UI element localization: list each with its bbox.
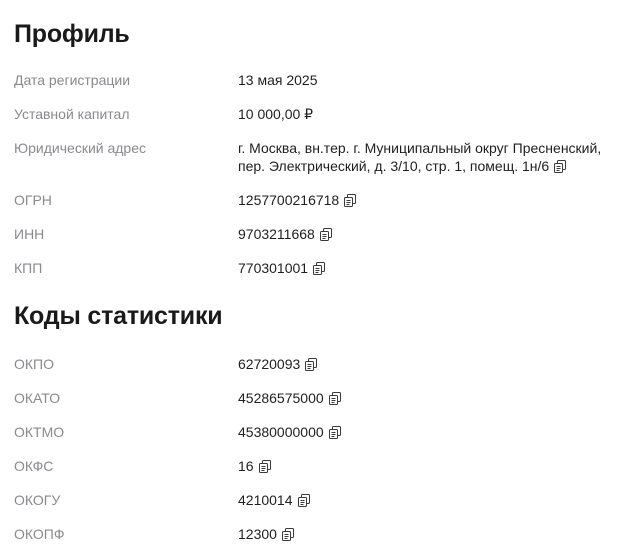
profile-section-title: Профиль — [14, 20, 130, 48]
ogrn-number: 1257700216718 — [238, 192, 340, 208]
copy-okato-button[interactable] — [329, 392, 341, 405]
copy-icon — [298, 494, 310, 507]
copy-icon — [259, 460, 271, 473]
okpo-row — [14, 355, 636, 389]
ogrn-label: ОГРН — [14, 192, 52, 208]
copy-okogu-button[interactable] — [298, 494, 310, 507]
okfs-number: 16 — [238, 458, 254, 474]
inn-label: ИНН — [14, 226, 45, 242]
okato-number: 45286575000 — [238, 390, 324, 406]
copy-ogrn-button[interactable] — [344, 194, 356, 207]
registration-date-label: Дата регистрации — [14, 72, 131, 88]
kpp-number: 770301001 — [238, 260, 309, 276]
copy-icon — [282, 528, 294, 541]
copy-icon — [313, 262, 325, 275]
capital-label: Уставной капитал — [14, 106, 130, 122]
inn-number: 9703211668 — [238, 226, 315, 242]
copy-icon — [554, 160, 566, 173]
oktmo-label: ОКТМО — [14, 424, 65, 440]
okpo-value — [238, 355, 636, 373]
address-value — [238, 139, 636, 175]
okfs-row — [14, 457, 636, 491]
stats-list — [14, 355, 636, 549]
okfs-label: ОКФС — [14, 458, 54, 474]
okato-row — [14, 389, 636, 423]
registration-date-value: 13 мая 2025 — [238, 72, 318, 88]
copy-icon — [329, 392, 341, 405]
capital-value: 10 000,00 ₽ — [238, 106, 314, 122]
copy-oktmo-button[interactable] — [329, 426, 341, 439]
address-line-2: пер. Электрический, д. 3/10, стр. 1, помещ. 1н/6 — [238, 158, 550, 174]
copy-address-button[interactable] — [554, 160, 566, 173]
okogu-value — [238, 491, 636, 509]
kpp-label: КПП — [14, 260, 43, 276]
okato-value — [238, 389, 636, 407]
okato-label: ОКАТО — [14, 390, 61, 406]
okopf-label: ОКОПФ — [14, 526, 65, 542]
oktmo-row — [14, 423, 636, 457]
okopf-row — [14, 525, 636, 549]
okogu-row — [14, 491, 636, 525]
inn-value — [238, 225, 636, 243]
okopf-number: 12300 — [238, 526, 277, 542]
address-label: Юридический адрес — [14, 140, 147, 156]
copy-icon — [329, 426, 341, 439]
registration-date-row — [14, 71, 636, 105]
okfs-value — [238, 457, 636, 475]
copy-icon — [344, 194, 356, 207]
okopf-value — [238, 525, 636, 543]
okpo-label: ОКПО — [14, 356, 54, 372]
kpp-row — [14, 259, 636, 293]
stats-section-title: Коды статистики — [14, 302, 223, 330]
copy-inn-button[interactable] — [320, 228, 332, 241]
ogrn-row — [14, 191, 636, 225]
okogu-label: ОКОГУ — [14, 492, 61, 508]
copy-okfs-button[interactable] — [259, 460, 271, 473]
address-line-1: г. Москва, вн.тер. г. Муниципальный округ Пресненский, — [238, 140, 602, 156]
copy-icon — [305, 358, 317, 371]
copy-kpp-button[interactable] — [313, 262, 325, 275]
capital-row — [14, 105, 636, 139]
address-row — [14, 139, 636, 191]
oktmo-number: 45380000000 — [238, 424, 324, 440]
oktmo-value — [238, 423, 636, 441]
copy-okpo-button[interactable] — [305, 358, 317, 371]
ogrn-value — [238, 191, 636, 209]
kpp-value — [238, 259, 636, 277]
okogu-number: 4210014 — [238, 492, 293, 508]
inn-row — [14, 225, 636, 259]
copy-okopf-button[interactable] — [282, 528, 294, 541]
profile-list — [14, 71, 636, 293]
okpo-number: 62720093 — [238, 356, 301, 372]
copy-icon — [320, 228, 332, 241]
